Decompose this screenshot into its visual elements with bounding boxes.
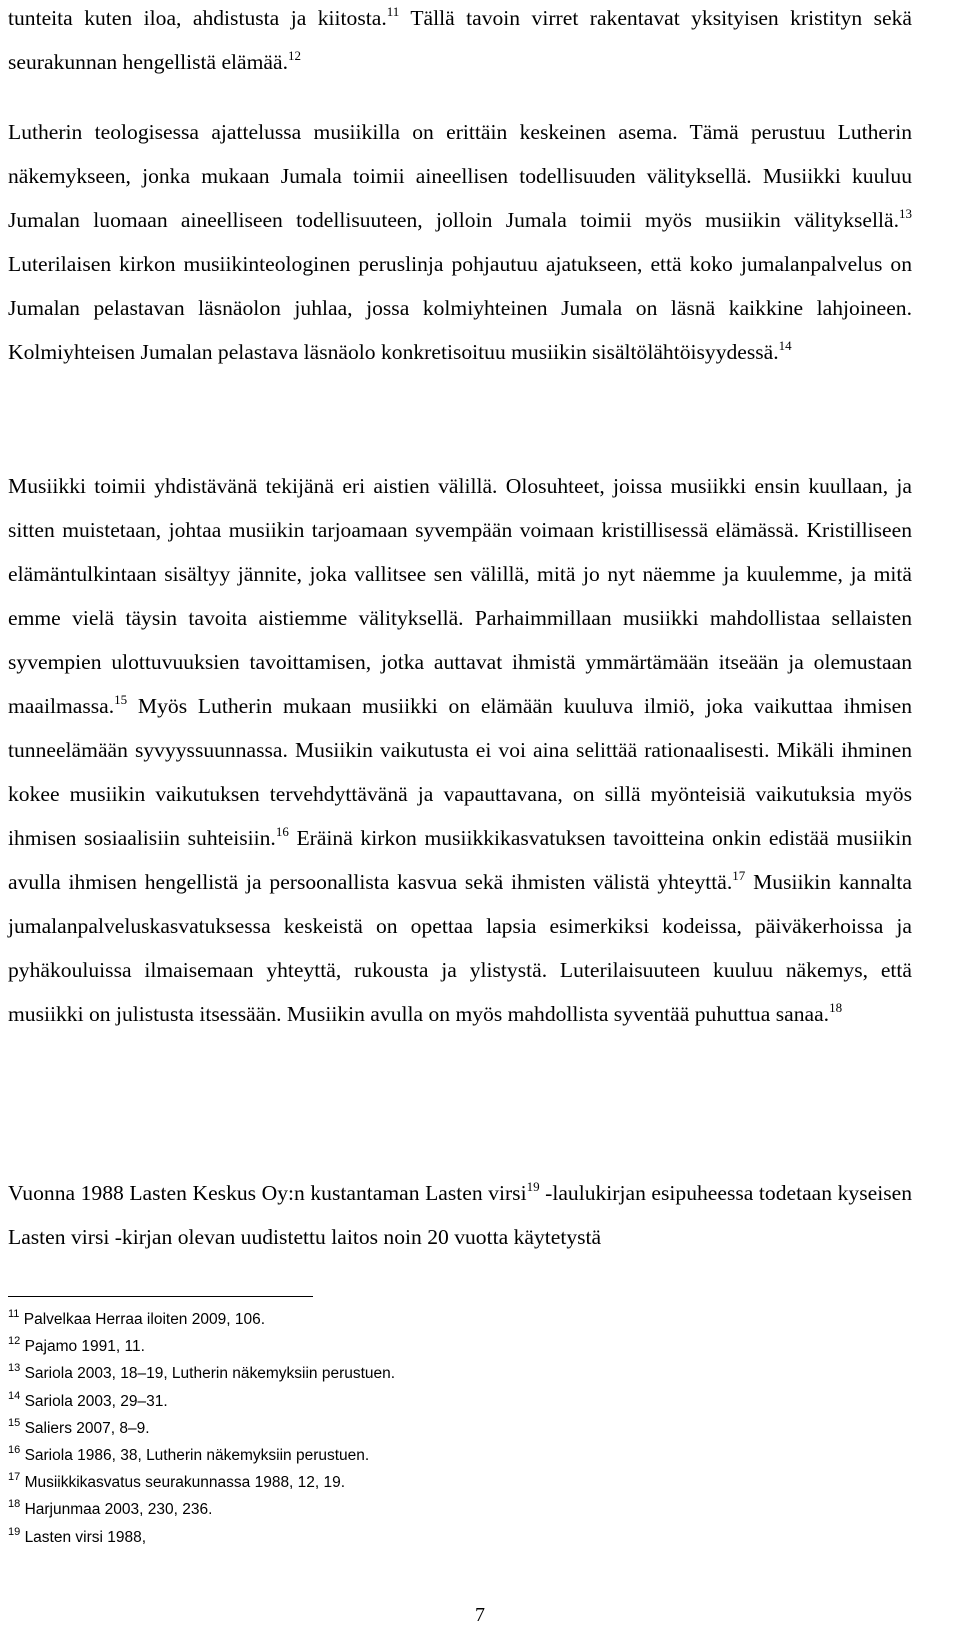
footnote xyxy=(8,1306,908,1333)
footnote-number: 14 xyxy=(8,1389,21,1402)
footnote-reference: 11 xyxy=(386,4,400,19)
footnote xyxy=(8,1360,908,1387)
paragraph-2 xyxy=(8,110,912,374)
paragraph-text: tunteita kuten iloa, ahdistusta ja kiitosta. xyxy=(8,6,387,30)
footnote-reference: 12 xyxy=(288,48,302,63)
footnote-text: Sariola 1986, 38, Lutherin näkemyksiin perustuen. xyxy=(24,1447,370,1465)
footnote-text: Saliers 2007, 8–9. xyxy=(24,1419,150,1437)
paragraph-1 xyxy=(8,0,912,84)
paragraph-text: Luterilaisen kirkon musiikinteologinen peruslinja pohjautuu ajatukseen, että koko jumalanpalvelus on Jumalan pelastavan läsnäolon juhlaa, jossa kolmiyhteinen Jumala on läsnä kaikkine lahjoineen. Kolmiyhteisen Jumalan pelastava läsnäolo konkretisoituu musiikin sisältölähtöisyydessä. xyxy=(8,252,912,364)
paragraph-text: Musiikki toimii yhdistävänä tekijänä eri aistien välillä. Olosuhteet, joissa musiikki ensin kuullaan, ja sitten muistetaan, johtaa musiikin tarjoamaan syvempään voimaan kristillisessä elämässä. Kristilliseen elämäntulkintaan sisältyy jännite, joka vallitsee sen välillä, mitä jo nyt näemme ja kuulemme, ja mitä emme vielä täysin tavoita aistiemme välityksellä. Parhaimmillaan musiikki mahdollistaa sellaisten syvempien ulottuvuuksien tavoittamisen, jotka auttavat ihmistä ymmärtämään itseään ja olemustaan maailmassa. xyxy=(8,474,912,718)
footnote-reference: 15 xyxy=(114,692,128,707)
footnote-text: Pajamo 1991, 11. xyxy=(24,1338,145,1356)
paragraph-text: Myös Lutherin mukaan musiikki on elämään kuuluva ilmiö, joka vaikuttaa ihmisen tunneelämään syvyyssuunnassa. Musiikin vaikutusta ei voi aina selittää rationaalisesti. Mikäli ihminen kokee musiikin vaikutuksen tervehdyttävänä ja vapauttavana, on sillä myönteisiä vaikutuksia myös ihmisen sosiaalisiin suhteisiin. xyxy=(8,694,912,850)
footnote-text: Palvelkaa Herraa iloiten 2009, 106. xyxy=(23,1311,265,1328)
page-number: 7 xyxy=(475,1604,485,1626)
footnote-reference: 14 xyxy=(778,338,792,353)
footnote-text: Lasten virsi 1988, xyxy=(24,1528,147,1546)
paragraph-4 xyxy=(8,1171,912,1259)
footnote-text: Sariola 2003, 18–19, Lutherin näkemyksiin perustuen. xyxy=(24,1365,396,1383)
footnote xyxy=(8,1333,908,1360)
footnote-reference: 13 xyxy=(899,206,912,221)
paragraph-text: Lutherin teologisessa ajattelussa musiikilla on erittäin keskeinen asema. Tämä perustuu Lutherin näkemykseen, jonka mukaan Jumala toimii aineellisen todellisuuden välityksellä. Musiikki kuuluu Jumalan luomaan aineelliseen todellisuuteen, jolloin Jumala toimii myös musiikin välityksellä. xyxy=(8,120,912,232)
paragraph-text: Eräinä kirkon musiikkikasvatuksen tavoitteina onkin edistää musiikin avulla ihmisen hengellistä ja persoonallista kasvua sekä ihmisten välistä yhteyttä. xyxy=(8,826,913,894)
footnote-text: Harjunmaa 2003, 230, 236. xyxy=(24,1501,213,1519)
footnote-reference: 16 xyxy=(275,824,289,839)
footnote-separator xyxy=(8,1296,313,1297)
footnote xyxy=(8,1442,908,1469)
paragraph-3 xyxy=(8,464,912,1036)
footnote-reference: 17 xyxy=(732,868,746,883)
paragraph-text: Vuonna 1988 Lasten Keskus Oy:n kustantaman Lasten virsi xyxy=(8,1181,527,1205)
footnote-number: 15 xyxy=(8,1416,21,1429)
paragraph-text: -laulukirjan esipuheessa todetaan kyseisen Lasten virsi -kirjan olevan uudistettu laitos noin 20 vuotta käytetystä xyxy=(8,1181,912,1249)
footnote-number: 11 xyxy=(8,1308,20,1320)
footnote xyxy=(8,1469,908,1496)
footnote-number: 12 xyxy=(8,1335,21,1348)
paragraph-text: Tällä tavoin virret rakentavat yksityisen kristityn sekä seurakunnan hengellistä elämää. xyxy=(8,6,912,74)
footnote xyxy=(8,1415,908,1442)
paragraph-text: Musiikin kannalta jumalanpalveluskasvatuksessa keskeistä on opettaa lapsia esimerkiksi kodeissa, päiväkerhoissa ja pyhäkouluissa ilmaisemaan yhteyttä, rukousta ja ylistystä. Luterilaisuuteen kuuluu näkemys, että musiikki on julistusta itsessään. Musiikin avulla on myös mahdollista syventää puhuttua sanaa. xyxy=(8,870,912,1026)
footnote xyxy=(8,1388,908,1415)
footnotes xyxy=(8,1306,908,1551)
footnote-reference: 19 xyxy=(526,1179,540,1194)
footnote-reference: 18 xyxy=(829,1000,843,1015)
footnote-number: 13 xyxy=(8,1362,21,1375)
footnote-text: Musiikkikasvatus seurakunnassa 1988, 12, 19. xyxy=(24,1474,346,1492)
footnote xyxy=(8,1496,908,1523)
footnote-number: 16 xyxy=(8,1444,21,1457)
footnote-number: 19 xyxy=(8,1525,21,1538)
footnote-text: Sariola 2003, 29–31. xyxy=(24,1392,168,1410)
footnote xyxy=(8,1524,908,1551)
footnote-number: 18 xyxy=(8,1498,21,1511)
footnote-number: 17 xyxy=(8,1471,21,1484)
